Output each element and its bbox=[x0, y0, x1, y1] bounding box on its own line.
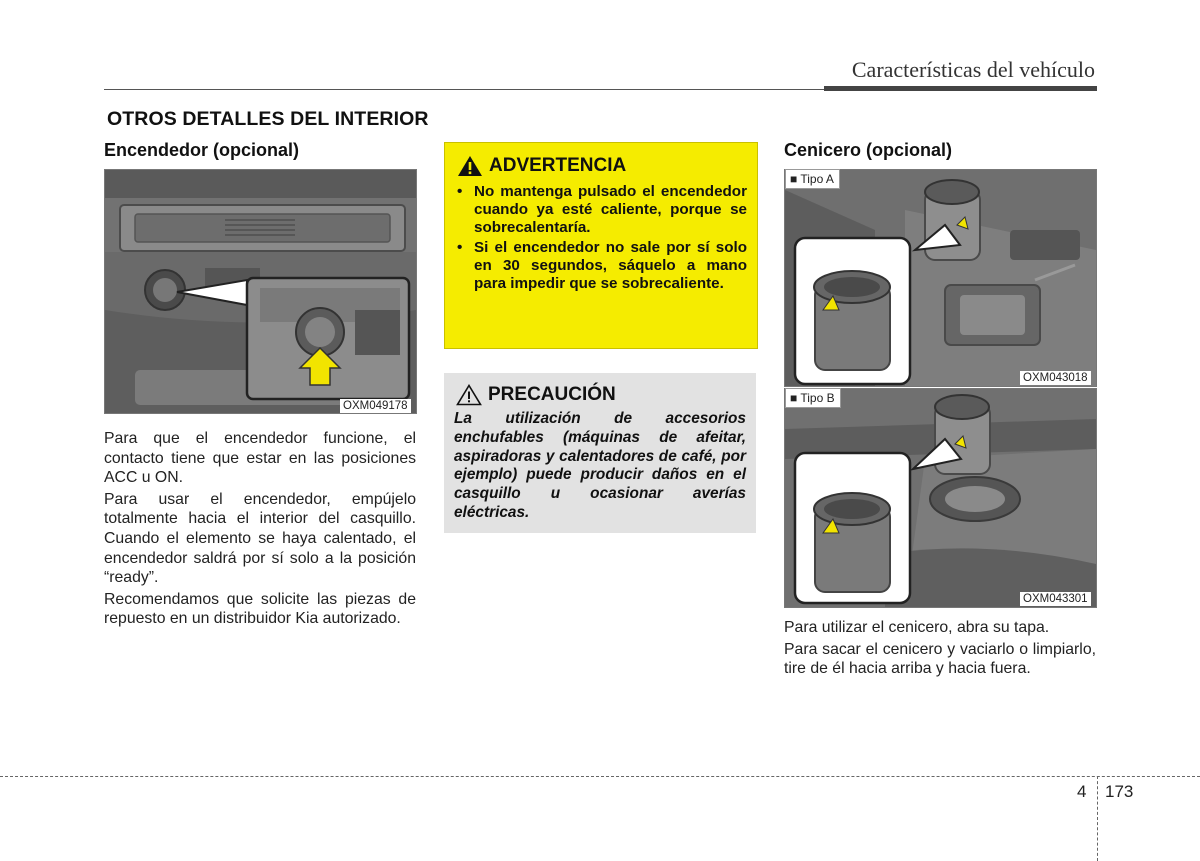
lighter-figure bbox=[104, 169, 417, 414]
caution-text: La utilización de accesorios enchufables (máquinas de afeitar, aspiradoras y calentadores de café, por ejemplo) puede producir daños en el casquillo u ocasionar averías eléctricas. bbox=[454, 410, 746, 521]
ashtray-description bbox=[784, 618, 1096, 681]
lighter-description bbox=[104, 429, 416, 631]
ashtray-b-illustration bbox=[785, 389, 1096, 607]
figure-label-type-a: ■ Tipo A bbox=[785, 169, 840, 189]
lighter-illustration bbox=[105, 170, 416, 413]
chapter-number: 4 bbox=[1077, 782, 1087, 801]
paragraph: Para que el encendedor funcione, el contacto tiene que estar en las posiciones ACC u ON. bbox=[104, 430, 416, 487]
ashtray-figure-type-a bbox=[784, 169, 1097, 387]
caution-title: PRECAUCIÓN bbox=[488, 384, 616, 405]
figure-code-type-b: OXM043301 bbox=[1020, 592, 1091, 606]
caution-box bbox=[444, 373, 756, 533]
warning-item: • Si el encendedor no sale por sí solo en 30 segundos, sáquelo a mano para impedir que se sobrecaliente. bbox=[455, 239, 747, 294]
ashtray-subtitle: Cenicero (opcional) bbox=[784, 140, 953, 160]
footer-rule bbox=[0, 776, 1200, 777]
paragraph: Para usar el encendedor, empújelo totalmente hacia el interior del casquillo. Cuando el elemento se haya calentado, el encendedor saldrá por sí solo a la posición “ready”. bbox=[104, 490, 416, 587]
page-number: 173 bbox=[1105, 782, 1134, 801]
paragraph: Para utilizar el cenicero, abra su tapa. bbox=[784, 619, 1050, 636]
lighter-subtitle: Encendedor (opcional) bbox=[104, 140, 300, 160]
figure-label-type-b: ■ Tipo B bbox=[785, 388, 841, 408]
warning-triangle-icon bbox=[457, 155, 483, 177]
footer-divider bbox=[1097, 776, 1098, 861]
warning-list bbox=[455, 183, 747, 294]
paragraph: Para sacar el cenicero y vaciarlo o limpiarlo, tire de él hacia arriba y hacia fuera. bbox=[784, 640, 1096, 678]
section-title: OTROS DETALLES DEL INTERIOR bbox=[107, 108, 429, 130]
page-header-title: Características del vehículo bbox=[851, 57, 1095, 82]
paragraph: Recomendamos que solicite las piezas de repuesto en un distribuidor Kia autorizado. bbox=[104, 590, 416, 628]
lighter-figure-code: OXM049178 bbox=[340, 399, 411, 413]
ashtray-figure-type-b bbox=[784, 388, 1097, 608]
warning-box bbox=[444, 142, 758, 349]
warning-item: • No mantenga pulsado el encendedor cuando ya esté caliente, porque se sobrecalentaría. bbox=[455, 183, 747, 238]
ashtray-a-illustration bbox=[785, 170, 1096, 386]
caution-triangle-icon bbox=[456, 384, 482, 406]
header-rule-accent bbox=[824, 86, 1097, 91]
warning-title: ADVERTENCIA bbox=[489, 155, 627, 176]
figure-code-type-a: OXM043018 bbox=[1020, 371, 1091, 385]
